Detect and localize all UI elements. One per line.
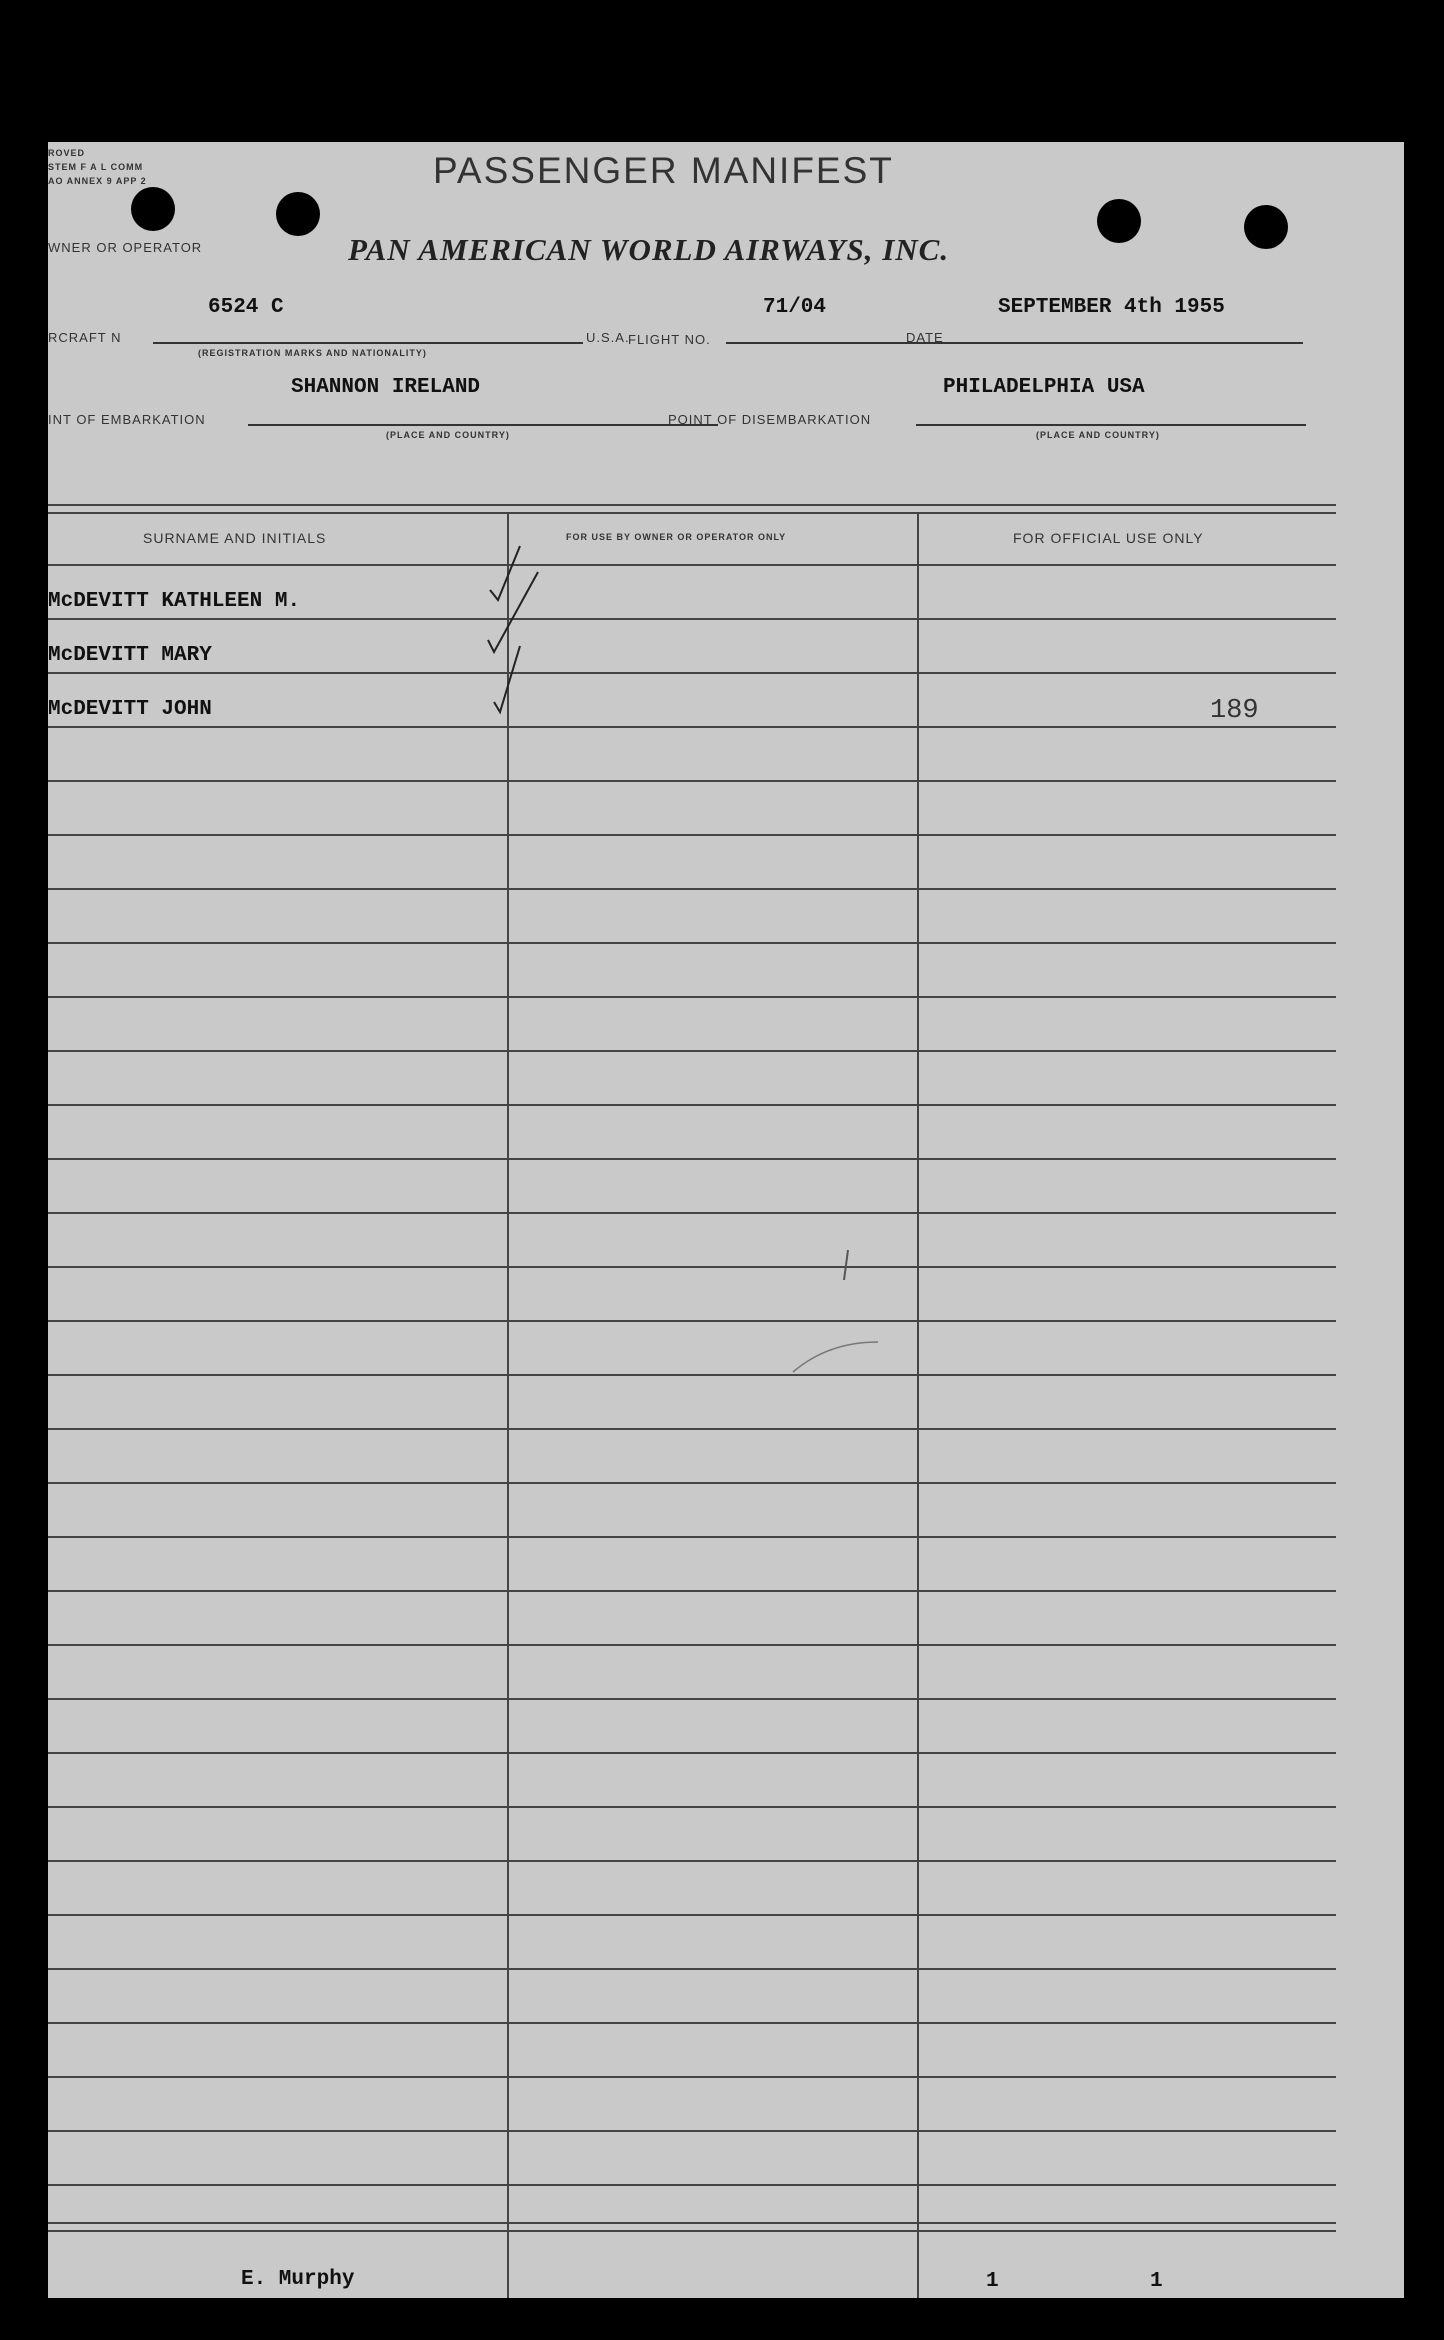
aircraft-note: (REGISTRATION MARKS AND NATIONALITY) — [198, 348, 427, 358]
flight-value: 71/04 — [763, 296, 827, 319]
table-row-rule — [48, 2184, 1336, 2186]
passenger-name: McDEVITT MARY — [48, 644, 212, 667]
disembark-note: (PLACE AND COUNTRY) — [1036, 430, 1160, 440]
check-mark — [490, 546, 520, 600]
signature: E. Murphy — [241, 2268, 355, 2291]
aircraft-value: 6524 C — [208, 296, 284, 319]
date-label: DATE — [906, 330, 944, 345]
table-row-rule — [48, 726, 1336, 728]
approval-line: ROVED — [48, 148, 86, 158]
table-row-rule — [48, 834, 1336, 836]
disembark-value: PHILADELPHIA USA — [943, 376, 1145, 399]
passenger-name: McDEVITT KATHLEEN M. — [48, 590, 301, 613]
pen-mark — [788, 1242, 908, 1392]
table-row-rule — [48, 1644, 1336, 1646]
owner-value: PAN AMERICAN WORLD AIRWAYS, INC. — [348, 232, 950, 267]
table-row-rule — [48, 996, 1336, 998]
table-row-rule — [48, 942, 1336, 944]
check-marks — [468, 542, 588, 732]
table-row-rule — [48, 1806, 1336, 1808]
table-row-rule — [48, 1266, 1336, 1268]
passenger-name: McDEVITT JOHN — [48, 698, 212, 721]
table-row-rule — [48, 1698, 1336, 1700]
embark-label: INT OF EMBARKATION — [48, 412, 206, 427]
table-row-rule — [48, 672, 1336, 674]
footer-count: 1 — [986, 2270, 999, 2293]
table-row-rule — [48, 1374, 1336, 1376]
table-row-rule — [48, 2022, 1336, 2024]
table-row-rule — [48, 1320, 1336, 1322]
table-row-rule — [48, 564, 1336, 566]
embark-value: SHANNON IRELAND — [291, 376, 481, 399]
table-row-rule — [48, 1158, 1336, 1160]
date-value: SEPTEMBER 4th 1955 — [998, 296, 1225, 319]
approval-line: AO ANNEX 9 APP 2 — [48, 176, 147, 186]
punch-hole — [1097, 199, 1141, 243]
approval-line: STEM F A L COMM — [48, 162, 144, 172]
table-row-rule — [48, 1590, 1336, 1592]
table-row-rule — [48, 1104, 1336, 1106]
table-row-rule — [48, 1212, 1336, 1214]
check-mark — [488, 572, 538, 652]
table-row-rule — [48, 1968, 1336, 1970]
table-row-rule — [48, 1536, 1336, 1538]
punch-hole — [1244, 205, 1288, 249]
manifest-page — [48, 142, 1404, 2298]
check-mark — [494, 646, 520, 712]
table-row-rule — [48, 888, 1336, 890]
column-header-official-use: FOR OFFICIAL USE ONLY — [1013, 530, 1204, 546]
table-row-rule — [48, 1914, 1336, 1916]
table-row-rule — [48, 2076, 1336, 2078]
table-row-rule — [48, 1752, 1336, 1754]
official-note: 189 — [1210, 696, 1259, 726]
footer-count: 1 — [1150, 2270, 1163, 2293]
table-row-rule — [48, 1482, 1336, 1484]
embark-note: (PLACE AND COUNTRY) — [386, 430, 510, 440]
column-header-owner-use: FOR USE BY OWNER OR OPERATOR ONLY — [566, 532, 787, 542]
owner-label: WNER OR OPERATOR — [48, 240, 203, 255]
punch-hole — [276, 192, 320, 236]
punch-hole — [131, 187, 175, 231]
table-row-rule — [48, 1428, 1336, 1430]
flight-label: FLIGHT NO. — [628, 332, 711, 347]
table-row-rule — [48, 1860, 1336, 1862]
table-row-rule — [48, 780, 1336, 782]
table-row-rule — [48, 2130, 1336, 2132]
page-title: PASSENGER MANIFEST — [433, 150, 894, 191]
column-header-surname: SURNAME AND INITIALS — [143, 530, 327, 546]
disembark-label: POINT OF DISEMBARKATION — [668, 412, 872, 427]
table-row-rule — [48, 618, 1336, 620]
usa-label: U.S.A. — [586, 330, 630, 345]
aircraft-label: RCRAFT N — [48, 330, 122, 345]
table-row-rule — [48, 1050, 1336, 1052]
